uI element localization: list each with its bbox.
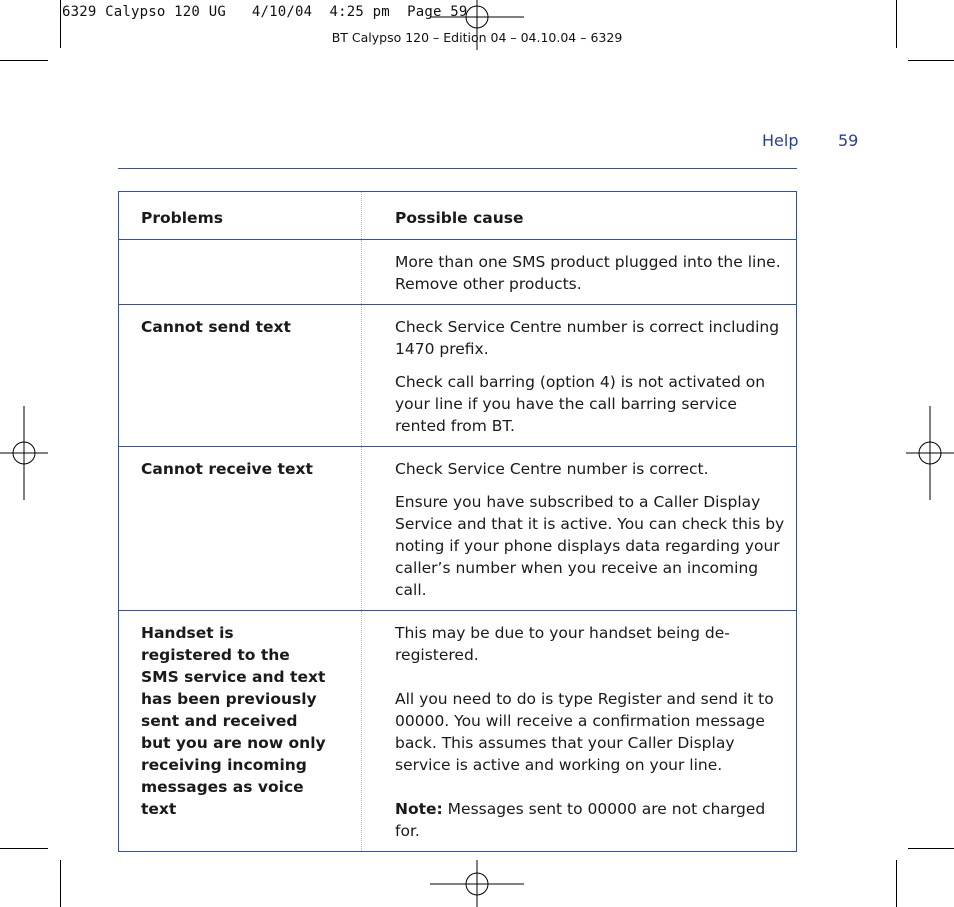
- section-title: Help: [762, 131, 799, 150]
- cause-text: Check call barring (option 4) is not activated on your line if you have the call barring service rented from BT.: [395, 373, 766, 435]
- problem-text: Handset is registered to the SMS service and text has been previously sent and received but you are now only receiving incoming messages as voice text: [141, 624, 326, 818]
- troubleshooting-table: [118, 191, 797, 852]
- cause-text: Check Service Centre number is correct.: [395, 460, 709, 478]
- problem-cell: [119, 240, 362, 305]
- cause-text: Ensure you have subscribed to a Caller Display Service and that it is active. You can check this by noting if your phone displays data regarding your caller’s number when you receive an incoming call.: [395, 493, 785, 599]
- table-row: [119, 305, 797, 447]
- table-row: [119, 240, 797, 305]
- problems-header: Problems: [119, 192, 362, 240]
- note: [395, 798, 790, 842]
- problem-cell: [119, 611, 362, 852]
- problem-cell: [119, 447, 362, 611]
- note-label: Note:: [395, 800, 443, 818]
- page-number: 59: [838, 131, 859, 150]
- table-row: [119, 611, 797, 852]
- cause-text: This may be due to your handset being de-registered.: [395, 624, 730, 664]
- problem-cell: [119, 305, 362, 447]
- cause-cell: [362, 611, 797, 852]
- problem-text: Cannot receive text: [141, 460, 313, 478]
- cause-text: All you need to do is type Register and send it to 00000. You will receive a confirmation message back. This assumes that your Caller Display service is active and working on your line.: [395, 690, 774, 774]
- problem-text: Cannot send text: [141, 318, 291, 336]
- header-rule: [118, 168, 797, 169]
- print-slug-line: 6329 Calypso 120 UG 4/10/04 4:25 pm Page 59: [62, 4, 468, 20]
- note-text: Messages sent to 00000 are not charged for.: [395, 800, 766, 840]
- cause-text: Check Service Centre number is correct including 1470 prefix.: [395, 318, 780, 358]
- cause-text: More than one SMS product plugged into the line. Remove other products.: [395, 253, 781, 293]
- cause-cell: [362, 447, 797, 611]
- cause-cell: [362, 240, 797, 305]
- possible-cause-header: Possible cause: [395, 209, 524, 227]
- table-row: [119, 447, 797, 611]
- table-header-row: [119, 192, 797, 240]
- edition-line: BT Calypso 120 – Edition 04 – 04.10.04 – 6329: [331, 30, 623, 45]
- cause-cell: [362, 305, 797, 447]
